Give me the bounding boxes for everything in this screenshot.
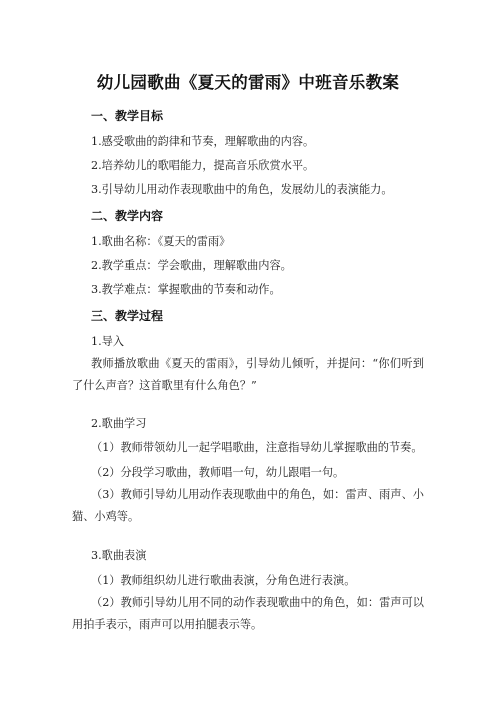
section-heading-teaching-process: 三、教学过程 [91, 309, 164, 323]
step-2-item-3: （3）教师引导幼儿用动作表现歌曲中的角色，如：雷声、雨声、小猫、小鸡等。 [72, 488, 424, 523]
step-3-item-1: （1）教师组织幼儿进行歌曲表演，分角色进行表演。 [91, 574, 356, 587]
step-3-item-2: （2）教师引导幼儿用不同的动作表现歌曲中的角色，如：雷声可以用拍手表示，雨声可以用拍腿表示等。 [72, 596, 424, 631]
document-title: 幼儿园歌曲《夏天的雷雨》中班音乐教案 [96, 73, 400, 92]
step-2-item-2: （2）分段学习歌曲，教师唱一句，幼儿跟唱一句。 [91, 466, 345, 479]
step-1-title: 1.导入 [91, 335, 125, 348]
step-1-paragraph: 教师播放歌曲《夏天的雷雨》，引导幼儿倾听，并提问：“你们听到了什么声音？这首歌里有什么角色？” [72, 357, 424, 392]
content-item-1: 1.歌曲名称：《夏天的雷雨》 [91, 235, 231, 248]
step-3-title: 3.歌曲表演 [91, 549, 147, 562]
section-heading-teaching-goals: 一、教学目标 [91, 109, 164, 123]
step-2-title: 2.歌曲学习 [91, 417, 147, 430]
goal-item-2: 2.培养幼儿的歌唱能力，提高音乐欣赏水平。 [91, 159, 315, 172]
section-heading-teaching-content: 二、教学内容 [91, 209, 164, 223]
content-item-2: 2.教学重点：学会歌曲，理解歌曲内容。 [91, 259, 292, 272]
step-2-item-1: （1）教师带领幼儿一起学唱歌曲，注意指导幼儿掌握歌曲的节奏。 [91, 441, 423, 454]
goal-item-3: 3.引导幼儿用动作表现歌曲中的角色，发展幼儿的表演能力。 [91, 183, 393, 196]
goal-item-1: 1.感受歌曲的韵律和节奏，理解歌曲的内容。 [91, 135, 315, 148]
content-item-3: 3.教学难点：掌握歌曲的节奏和动作。 [91, 283, 281, 296]
